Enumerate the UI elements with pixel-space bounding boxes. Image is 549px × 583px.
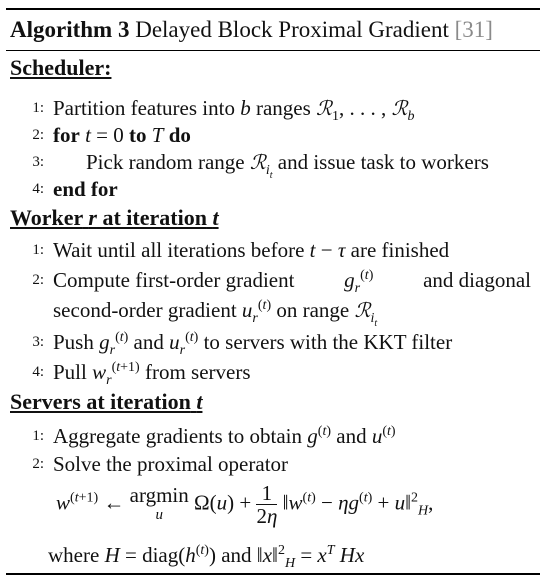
line-number: 1: bbox=[32, 100, 44, 116]
line-number: 4: bbox=[32, 181, 44, 197]
scheduler-line-3: Pick random range ℛ$_{i_t}$ and issue task to workers bbox=[86, 150, 489, 181]
citation: [31] bbox=[454, 17, 493, 42]
algorithm-box bbox=[6, 8, 540, 575]
line-number: 3: bbox=[32, 334, 44, 350]
section-servers-heading: Servers at iteration t bbox=[10, 389, 203, 414]
worker-line-3: Push $g_r^{(t)}$ and $u_r^{(t)}$ to servers with the KKT filter bbox=[53, 330, 453, 359]
worker-line-1: Wait until all iterations before t − τ are finished bbox=[53, 238, 450, 262]
line-number: 2: bbox=[32, 127, 44, 143]
line-number: 1: bbox=[32, 428, 44, 444]
scheduler-line-4: end for bbox=[53, 177, 118, 201]
servers-line-1: Aggregate gradients to obtain $g^{(t)}$ and $u^{(t)}$ bbox=[53, 424, 396, 448]
line-number: 2: bbox=[32, 272, 44, 288]
algorithm-label: Algorithm 3 bbox=[10, 17, 130, 42]
proximal-equation: $w^{(t+1)}$ ← argmin u $\Omega(u) + \frac{1}{2\eta}$ $‖w^{(t)} - \eta g^{(t)}$ + u‖$^2_H$, bbox=[56, 481, 434, 528]
line-number: 4: bbox=[32, 364, 44, 380]
worker-line-4: Pull $w_r^{(t+1)}$ from servers bbox=[53, 360, 251, 389]
section-scheduler-heading: Scheduler: bbox=[10, 55, 112, 80]
bottom-rule bbox=[6, 573, 540, 575]
where-clause: where $H = diag(h^{(t)})$ and ‖x‖$^2_H$ = $x^T$ Hx bbox=[48, 543, 365, 572]
section-worker-heading: Worker r at iteration t bbox=[10, 205, 219, 230]
line-number: 3: bbox=[32, 154, 44, 170]
scheduler-line-2: for t = 0 to T do bbox=[53, 123, 191, 147]
servers-line-2: Solve the proximal operator bbox=[53, 452, 289, 476]
top-rule bbox=[6, 8, 540, 10]
algorithm-name: Delayed Block Proximal Gradient bbox=[135, 17, 449, 42]
scheduler-line-1: Partition features into b ranges ℛ$_1$, . . . , ℛ$_b$ bbox=[53, 96, 415, 125]
line-number: 2: bbox=[32, 456, 44, 472]
worker-line-2b: second-order gradient $u_r^{(t)}$ on range ℛ$_{i_t}$ bbox=[53, 298, 378, 329]
worker-line-2a: Compute first-order gradient $g_r^{(t)}$ and diagonal bbox=[53, 268, 531, 297]
line-number: 1: bbox=[32, 242, 44, 258]
title-rule bbox=[6, 50, 540, 51]
algorithm-title bbox=[10, 15, 493, 45]
